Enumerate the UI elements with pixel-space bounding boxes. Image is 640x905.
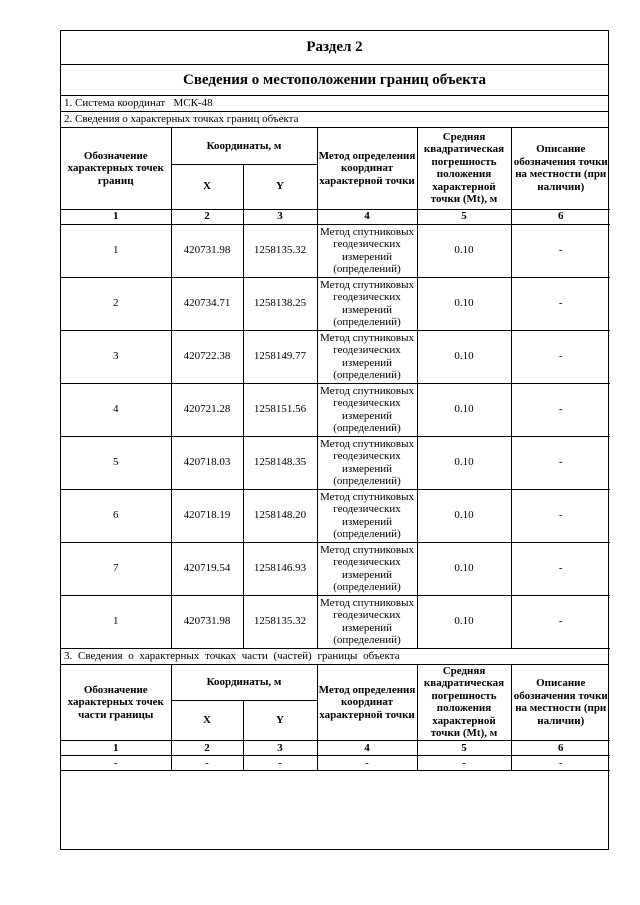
cell-method: Метод спутниковых геодезических измерений (определений) <box>317 330 417 383</box>
header-designation: Обозначение характерных точек части границы <box>61 665 171 741</box>
cell-coord-y: 1258148.20 <box>243 489 317 542</box>
header-coords: Координаты, м <box>171 128 317 164</box>
cell-coord-x: 420731.98 <box>171 595 243 648</box>
header-method: Метод определения координат характерной точки <box>317 128 417 209</box>
coord-system-line <box>61 96 608 112</box>
cell-description: - <box>511 595 610 648</box>
header-method: Метод определения координат характерной точки <box>317 665 417 741</box>
cell-error: 0.10 <box>417 277 511 330</box>
cell-coord-x: 420722.38 <box>171 330 243 383</box>
header-coords: Координаты, м <box>171 665 317 701</box>
cell-coord-y: 1258135.32 <box>243 224 317 277</box>
header-description: Описание обозначения точки на местности (при наличии) <box>511 665 610 741</box>
section-subtitle: Сведения о местоположении границ объекта <box>61 65 608 96</box>
column-numbers-row <box>61 209 610 224</box>
cell-coord-y: 1258138.25 <box>243 277 317 330</box>
col-number: 4 <box>317 741 417 756</box>
cell-coord-y: 1258151.56 <box>243 383 317 436</box>
cell-method: Метод спутниковых геодезических измерений (определений) <box>317 489 417 542</box>
cell-point-designation: 7 <box>61 542 171 595</box>
col-number: 6 <box>511 209 610 224</box>
cell-description: - <box>511 542 610 595</box>
col-number: 2 <box>171 741 243 756</box>
cell-method: Метод спутниковых геодезических измерений (определений) <box>317 224 417 277</box>
col-number: 6 <box>511 741 610 756</box>
table-row <box>61 224 610 277</box>
cell-description: - <box>511 489 610 542</box>
cell-point-designation: 3 <box>61 330 171 383</box>
table-row <box>61 330 610 383</box>
coord-system-value: МСК-48 <box>173 97 213 109</box>
col-number: 5 <box>417 741 511 756</box>
cell-description: - <box>511 224 610 277</box>
cell-coord-x: 420719.54 <box>171 542 243 595</box>
cell-error: 0.10 <box>417 224 511 277</box>
cell-coord-x: - <box>171 756 243 771</box>
cell-error: 0.10 <box>417 542 511 595</box>
cell-method: - <box>317 756 417 771</box>
col-number: 3 <box>243 741 317 756</box>
document-frame <box>60 30 609 850</box>
cell-coord-y: 1258146.93 <box>243 542 317 595</box>
cell-description: - <box>511 436 610 489</box>
cell-method: Метод спутниковых геодезических измерений (определений) <box>317 383 417 436</box>
cell-error: 0.10 <box>417 595 511 648</box>
cell-coord-y: 1258148.35 <box>243 436 317 489</box>
col-number: 3 <box>243 209 317 224</box>
cell-coord-x: 420721.28 <box>171 383 243 436</box>
cell-method: Метод спутниковых геодезических измерений (определений) <box>317 595 417 648</box>
cell-point-designation: 5 <box>61 436 171 489</box>
header-x: X <box>171 164 243 209</box>
cell-coord-x: 420731.98 <box>171 224 243 277</box>
header-x: X <box>171 701 243 741</box>
cell-point-designation: 6 <box>61 489 171 542</box>
table-row <box>61 277 610 330</box>
header-description: Описание обозначения точки на местности (при наличии) <box>511 128 610 209</box>
header-error: Средняя квадратическая погрешность положения характерной точки (Mt), м <box>417 665 511 741</box>
table1-caption: 2. Сведения о характерных точках границ объекта <box>61 112 608 128</box>
cell-method: Метод спутниковых геодезических измерений (определений) <box>317 277 417 330</box>
column-numbers-row <box>61 741 610 756</box>
col-number: 4 <box>317 209 417 224</box>
cell-error: 0.10 <box>417 330 511 383</box>
table-row <box>61 756 610 771</box>
coord-system-label: 1. Система координат <box>64 97 166 109</box>
table-row <box>61 383 610 436</box>
cell-coord-x: 420718.03 <box>171 436 243 489</box>
table-row <box>61 489 610 542</box>
cell-coord-x: 420718.19 <box>171 489 243 542</box>
header-y: Y <box>243 164 317 209</box>
cell-point-designation: 1 <box>61 595 171 648</box>
cell-method: Метод спутниковых геодезических измерений (определений) <box>317 436 417 489</box>
header-error: Средняя квадратическая погрешность положения характерной точки (Mt), м <box>417 128 511 209</box>
col-number: 1 <box>61 741 171 756</box>
col-number: 1 <box>61 209 171 224</box>
cell-description: - <box>511 383 610 436</box>
cell-description: - <box>511 277 610 330</box>
cell-error: 0.10 <box>417 489 511 542</box>
cell-coord-x: 420734.71 <box>171 277 243 330</box>
cell-method: Метод спутниковых геодезических измерений (определений) <box>317 542 417 595</box>
col-number: 2 <box>171 209 243 224</box>
cell-error: 0.10 <box>417 436 511 489</box>
section-title: Раздел 2 <box>61 31 608 65</box>
cell-coord-y: - <box>243 756 317 771</box>
points-table <box>61 128 610 649</box>
header-y: Y <box>243 701 317 741</box>
cell-description: - <box>511 756 610 771</box>
table-row <box>61 595 610 648</box>
table-row <box>61 542 610 595</box>
cell-point-designation: - <box>61 756 171 771</box>
cell-point-designation: 4 <box>61 383 171 436</box>
col-number: 5 <box>417 209 511 224</box>
cell-error: - <box>417 756 511 771</box>
cell-description: - <box>511 330 610 383</box>
header-designation: Обозначение характерных точек границ <box>61 128 171 209</box>
cell-error: 0.10 <box>417 383 511 436</box>
table2-caption: 3. Сведения о характерных точках части (частей) границы объекта <box>61 649 608 665</box>
cell-coord-y: 1258149.77 <box>243 330 317 383</box>
table-row <box>61 436 610 489</box>
part-points-table <box>61 665 610 772</box>
cell-point-designation: 2 <box>61 277 171 330</box>
cell-point-designation: 1 <box>61 224 171 277</box>
cell-coord-y: 1258135.32 <box>243 595 317 648</box>
